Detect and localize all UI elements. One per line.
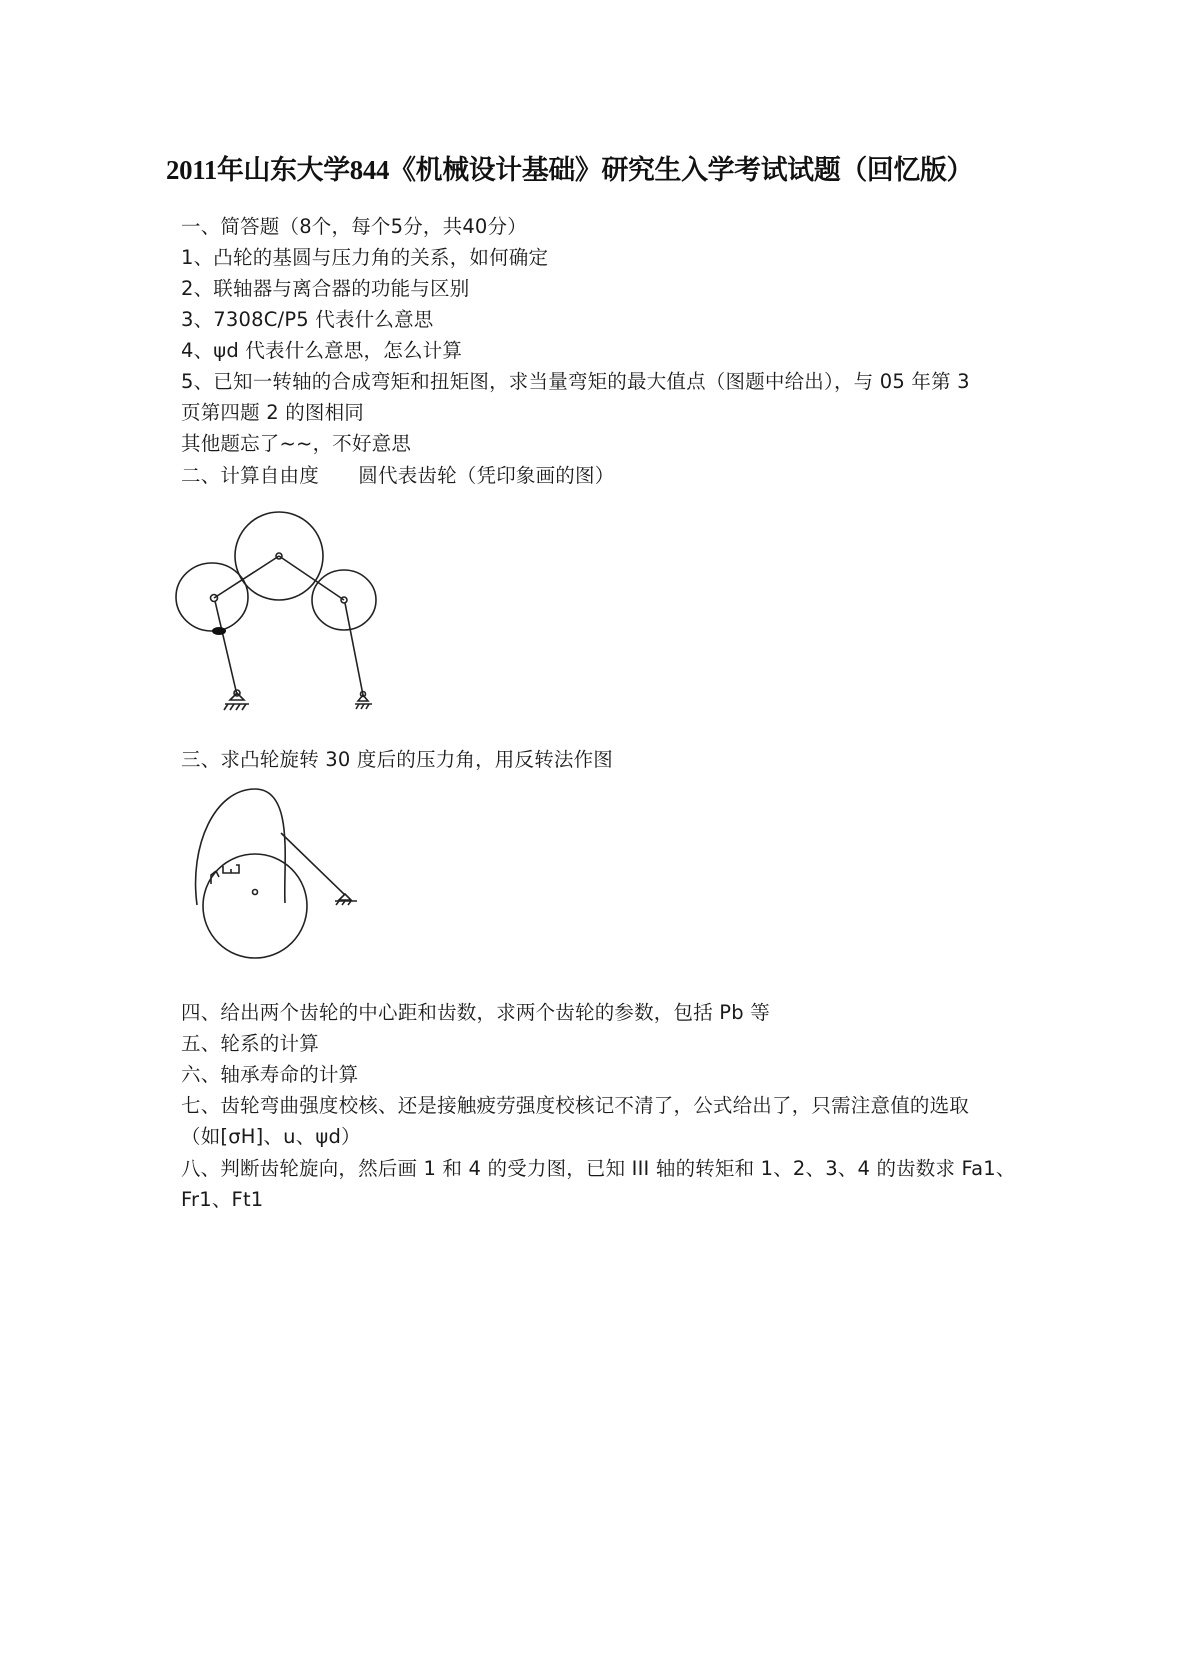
note-forgotten: 其他题忘了~~，不好意思: [181, 432, 412, 455]
question-1-3: 3、7308C/P5 代表什么意思: [181, 308, 434, 331]
section-7-continuation: （如[σH]、u、ψd）: [181, 1125, 361, 1148]
section-7-heading: 七、齿轮弯曲强度校核、还是接触疲劳强度校核记不清了，公式给出了，只需注意值的选取: [181, 1094, 970, 1117]
document-title: 2011年山东大学844《机械设计基础》研究生入学考试试题（回忆版）: [166, 155, 974, 185]
section-3-heading: 三、求凸轮旋转 30 度后的压力角，用反转法作图: [181, 748, 614, 771]
cam-follower-diagram: [185, 785, 405, 965]
section-5-heading: 五、轮系的计算: [181, 1032, 319, 1055]
cam-profile-icon: [196, 789, 286, 905]
question-1-1: 1、凸轮的基圆与压力角的关系，如何确定: [181, 246, 549, 269]
section-1-heading: 一、简答题（8个，每个5分，共40分）: [181, 215, 527, 238]
question-1-2: 2、联轴器与离合器的功能与区别: [181, 277, 470, 300]
section-8-continuation: Fr1、Ft1: [181, 1188, 264, 1211]
three-gear-linkage-diagram: [175, 505, 395, 725]
question-1-4: 4、ψd 代表什么意思，怎么计算: [181, 339, 463, 362]
question-1-5: 5、已知一转轴的合成弯矩和扭矩图，求当量弯矩的最大值点（图题中给出），与 05 年第 3: [181, 370, 970, 393]
section-4-heading: 四、给出两个齿轮的中心距和齿数，求两个齿轮的参数，包括 Pb 等: [181, 1001, 770, 1024]
base-circle-icon: [203, 854, 307, 958]
section-8-heading: 八、判断齿轮旋向，然后画 1 和 4 的受力图，已知 III 轴的转矩和 1、2、3、4 的齿数求 Fa1、: [181, 1157, 1016, 1180]
question-1-5-continued: 页第四题 2 的图相同: [181, 401, 365, 424]
section-6-heading: 六、轴承寿命的计算: [181, 1063, 359, 1086]
gear-left-icon: [176, 563, 248, 631]
section-2-heading: 二、计算自由度 圆代表齿轮（凭印象画的图）: [181, 464, 615, 487]
